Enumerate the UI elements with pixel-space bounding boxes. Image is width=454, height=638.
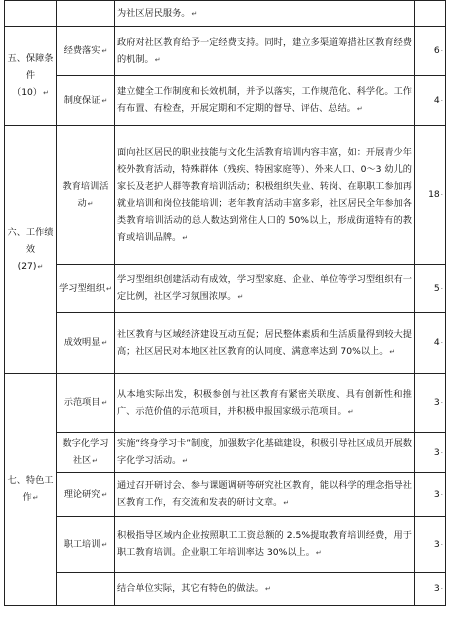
table-row [5,473,446,517]
cell-end-mark: ↵ [389,347,396,356]
description-text: 社区教育与区域经济建设互动互促；居民整体素质和生活质量得到较大提高；社区居民对本地区社区教育的认同度、满意率达到 70%以上。 [117,328,412,357]
table-row [5,374,446,433]
score-value: 18 [428,189,440,200]
item-cell [57,265,115,313]
cell-end-mark: ↵ [101,47,108,55]
score-cell [415,313,446,374]
score-value: 3 [433,488,440,500]
row-end-mark: · [440,585,443,593]
cell-end-mark: ↵ [356,105,363,113]
score-cell-empty [415,1,446,27]
cell-end-mark: ↵ [315,549,322,557]
category-cell-empty [5,1,57,27]
description-text: 政府对社区教育给予一定经费支持。同时，建立多渠道筹措社区教育经费的机制。 [117,36,412,65]
item-cell [57,433,115,473]
item-cell [57,313,115,374]
item-label: 数字化学习社区 [62,438,109,466]
score-value: 4 [433,337,440,348]
description-text: 建立健全工作制度和长效机制，并予以落实，工作规范化、科学化。工作有布置、有检查，开展定期和不定期的督导、评估、总结。 [117,86,412,114]
cell-end-mark: ↵ [43,89,49,97]
cell-end-mark: ↵ [265,585,271,593]
row-end-mark: · [440,448,443,457]
score-cell [415,374,446,433]
item-label: 示范项目 [63,397,101,408]
evaluation-table [4,0,446,606]
item-cell-empty [57,573,115,606]
cell-end-mark: ↵ [182,233,189,242]
category-name: 五、保障条件 [7,53,54,81]
description-cell [115,374,415,433]
score-cell [415,27,446,76]
description-cell [115,126,415,265]
item-label: 学习型组织 [59,282,106,294]
score-value: 3 [433,583,440,594]
cell-end-mark: ↵ [283,499,290,507]
cell-end-mark: ↵ [101,339,108,347]
row-end-mark: · [440,96,443,105]
score-value: 3 [433,446,440,458]
cell-end-mark: ↵ [101,540,108,549]
category-cell [5,374,57,606]
description-cell [115,1,415,27]
description-text: 结合单位实际，其它有特色的做法。 [117,583,264,594]
row-end-mark: · [440,284,443,293]
score-value: 5 [433,282,440,294]
description-text: 学习型组织创建活动有成效，学习型家庭、企业、单位等学习型组织有一定比例，社区学习氛围浓厚。 [117,274,412,302]
table-row [5,517,446,573]
table-row [5,1,446,27]
score-cell [415,573,446,606]
cell-end-mark: ↵ [347,407,354,416]
score-value: 3 [433,538,440,550]
cell-end-mark: ↵ [182,457,189,465]
description-cell [115,313,415,374]
category-cell [5,126,57,374]
description-text: 为社区居民服务。 [117,7,191,19]
item-label: 理论研究 [63,488,101,500]
description-text: 积极指导区域内企业按照职工工资总额的 2.5%提取教育培训经费，用于职工教育培训。企业职工年培训率达 30%以上。 [117,530,412,558]
description-cell [115,76,415,126]
row-end-mark: · [440,540,443,549]
table-row [5,573,446,606]
row-end-mark: · [440,339,443,347]
description-text: 实施“终身学习卡”制度，加强数字化基础建设，积极引导社区成员开展数字化学习活动。 [117,438,412,466]
item-cell [57,126,115,265]
row-end-mark: · [440,47,443,55]
score-value: 6 [433,45,440,56]
description-text: 从本地实际出发，积极参创与社区教育有紧密关联度、具有创新性和推广、示范价值的示范项目，并积极申报国家级示范项目。 [117,388,412,417]
description-cell [115,27,415,76]
table-row [5,265,446,313]
cell-end-mark: ↵ [237,293,244,301]
score-value: 3 [433,397,440,408]
item-cell [57,76,115,126]
score-cell [415,126,446,265]
category-name: 七、特色工作 [7,475,54,503]
score-cell [415,433,446,473]
row-end-mark: · [440,490,443,499]
description-text: 通过召开研讨会、参与课题调研等研究社区教育，能以科学的理念指导社区教育工作，有交流和发表的研讨文章。 [117,480,412,508]
item-cell [57,473,115,517]
row-end-mark: · [440,399,443,407]
cell-end-mark: ↵ [101,96,108,105]
cell-end-mark: ↵ [106,284,112,293]
score-cell [415,473,446,517]
cell-end-mark: ↵ [32,494,39,502]
cell-end-mark: ↵ [87,199,94,208]
table-row [5,433,446,473]
score-cell [415,517,446,573]
item-label: 经费落实 [63,45,101,56]
description-cell [115,265,415,313]
description-cell [115,517,415,573]
cell-end-mark: ↵ [191,9,198,18]
cell-end-mark: ↵ [101,490,108,499]
table-row [5,126,446,265]
table-row [5,76,446,126]
category-points: （10） [12,87,43,98]
score-cell [415,76,446,126]
item-cell [57,27,115,76]
score-cell [415,265,446,313]
table-row [5,313,446,374]
item-label: 制度保证 [63,94,101,106]
description-cell [115,573,415,606]
cell-end-mark: ↵ [92,457,99,465]
item-cell [57,374,115,433]
cell-end-mark: ↵ [101,399,108,407]
description-cell [115,433,415,473]
item-cell-empty [57,1,115,27]
item-label: 教育培训活动 [62,180,109,209]
category-points: (27) [17,260,37,272]
item-label: 成效明显 [63,337,101,348]
cell-end-mark: ↵ [37,262,44,271]
category-name: 六、工作绩效 [7,226,54,255]
row-end-mark: · [440,191,443,199]
table-row [5,27,446,76]
item-cell [57,517,115,573]
category-cell [5,27,57,126]
description-text: 面向社区居民的职业技能与文化生活教育培训内容丰富，如：开展青少年校外教育活动，特殊群体（残疾、特困家庭等）、外来人口、0～3 幼儿的家长及老护人群等教育培训活动；积极组织失业、转岗、在职职工参加再就业培训和岗位技能培训；老年教育活动丰富多彩，社区居民全年参加各类教育培训活动的总人数达到常住人口的 50%以上，形成街道特有的教育或培训品牌。 [117,146,412,243]
description-cell [115,473,415,517]
item-label: 职工培训 [63,538,101,550]
cell-end-mark: ↵ [154,55,161,64]
score-value: 4 [433,94,440,106]
